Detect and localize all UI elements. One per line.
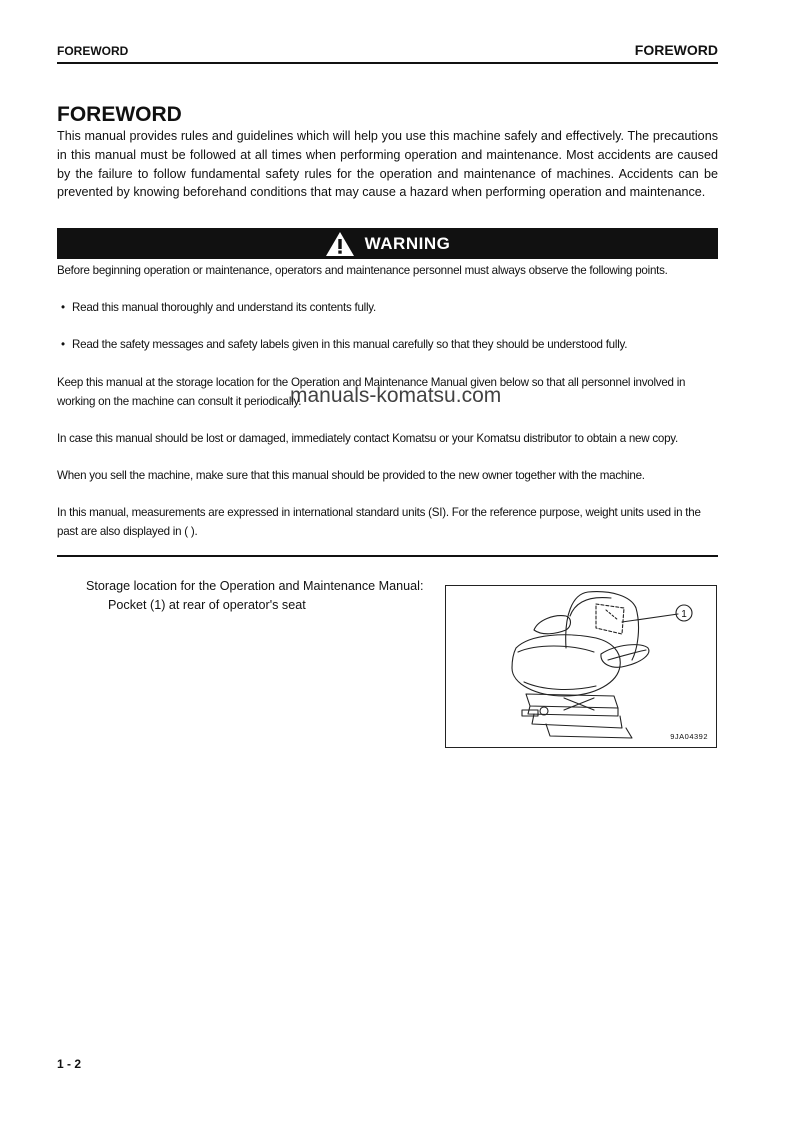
warning-triangle-icon	[325, 231, 355, 257]
warning-banner	[57, 228, 718, 259]
storage-line-1: Storage location for the Operation and Maintenance Manual:	[86, 579, 424, 593]
warning-paragraph-lost: In case this manual should be lost or damaged, immediately contact Komatsu or your Komatsu distributor to obtain a new copy.	[57, 432, 678, 445]
warning-bullet-2: • Read the safety messages and safety labels given in this manual carefully so that they should be understood fully.	[61, 335, 711, 354]
storage-location-text	[86, 577, 423, 615]
warning-bullet-1: • Read this manual thoroughly and understand its contents fully.	[61, 298, 711, 317]
header-rule	[57, 62, 718, 64]
header-right-title: FOREWORD	[634, 42, 718, 58]
warning-paragraph-sell: When you sell the machine, make sure that this manual should be provided to the new owner together with the machine.	[57, 469, 645, 482]
warning-paragraph-units: In this manual, measurements are expressed in international standard units (SI). For the reference purpose, weight units used in the past are also displayed in ( ).	[57, 506, 701, 538]
bullet-dot-icon: •	[61, 301, 65, 314]
warning-lead: Before beginning operation or maintenance, operators and maintenance personnel must always observe the following points.	[57, 264, 668, 277]
callout-number: 1	[681, 609, 687, 620]
bullet-dot-icon: •	[61, 338, 65, 351]
operator-seat-illustration	[446, 586, 716, 747]
section-rule	[57, 555, 718, 557]
watermark: manuals-komatsu.com	[290, 384, 502, 407]
warning-paragraph-storage: Keep this manual at the storage location for the Operation and Maintenance Manual given below so that all personnel involved in working on the machine can consult it periodically.	[57, 376, 686, 408]
page-title: FOREWORD	[57, 103, 182, 126]
header-left-title: FOREWORD	[57, 44, 129, 58]
page-number: 1 - 2	[57, 1057, 82, 1071]
seat-figure	[445, 585, 717, 748]
warning-label: WARNING	[364, 233, 451, 253]
figure-code: 9JA04392	[670, 732, 708, 741]
intro-paragraph: This manual provides rules and guidelines which will help you use this machine safely and effectively. The precautions in this manual must be followed at all times when performing operation and maintenance. Most accidents are caused by the failure to follow fundamental safety rules for the operation and maintenance of machines. Accidents can be prevented by knowing beforehand conditions that may cause a hazard when performing operation and maintenance.	[57, 129, 718, 200]
storage-line-2: Pocket (1) at rear of operator's seat	[108, 597, 306, 612]
